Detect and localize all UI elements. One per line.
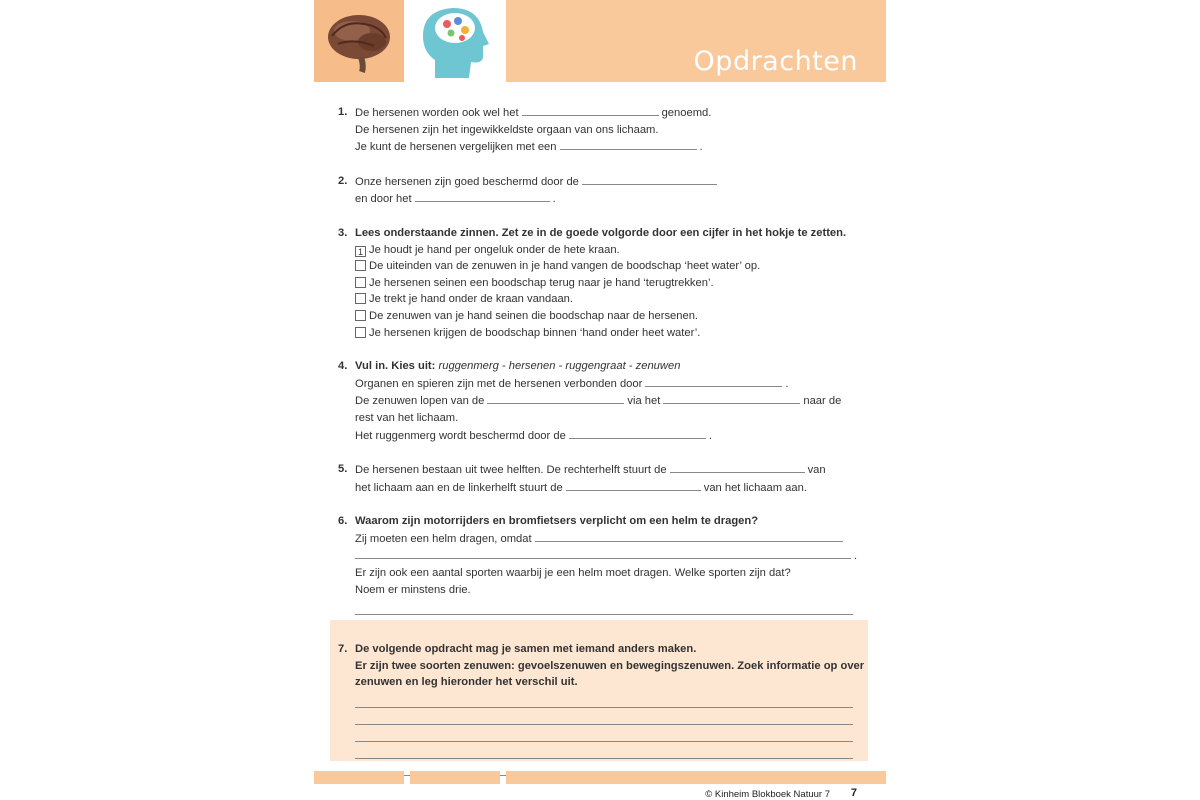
- questions: [338, 104, 865, 793]
- question-3: [338, 225, 858, 341]
- q5-text: het lichaam aan en de linkerhelft stuurt de: [355, 481, 563, 494]
- order-item-text: Je houdt je hand per ongeluk onder de hete kraan.: [369, 243, 620, 256]
- q3-instruction: Lees onderstaande zinnen. Zet ze in de goede volgorde door een cijfer in het hokje te zetten.: [355, 226, 847, 239]
- answer-line[interactable]: [355, 708, 853, 725]
- question-6: [338, 513, 858, 615]
- q2-text: en door het: [355, 193, 412, 206]
- question-5: [338, 461, 858, 496]
- question-7: [338, 641, 865, 776]
- brain-photo: [314, 0, 404, 82]
- page-number: 7: [850, 787, 857, 799]
- q7-text: zenuwen en leg hieronder het verschil uit.: [355, 676, 578, 689]
- answer-blank[interactable]: [670, 461, 805, 473]
- order-checkbox[interactable]: [355, 310, 366, 321]
- q4-text: Het ruggenmerg wordt beschermd door de: [355, 429, 566, 442]
- answer-blank[interactable]: [566, 479, 701, 491]
- order-item: [355, 308, 858, 325]
- question-number: 3.: [338, 226, 348, 239]
- q2-punct: .: [552, 193, 556, 206]
- copyright: © Kinheim Blokboek Natuur 7: [705, 789, 830, 800]
- q7-text: Er zijn twee soorten zenuwen: gevoelszenuwen en bewegingszenuwen. Zoek informatie op over: [355, 659, 865, 672]
- q2-text: Onze hersenen zijn goed beschermd door de: [355, 175, 579, 188]
- q1-punct: .: [699, 141, 703, 154]
- question-number: 1.: [338, 106, 348, 118]
- order-item: [355, 258, 858, 275]
- question-number: 7.: [338, 643, 348, 656]
- answer-blank[interactable]: [582, 173, 717, 185]
- q1-text-end: genoemd.: [661, 107, 712, 119]
- answer-blank[interactable]: [487, 392, 624, 404]
- answer-line[interactable]: [355, 598, 853, 615]
- order-item-text: Je hersenen krijgen de boodschap binnen ‘hand onder heet water’.: [369, 326, 701, 339]
- q4-choices: ruggenmerg - hersenen - ruggengraat - zenuwen: [438, 360, 681, 373]
- q5-text: van: [807, 464, 826, 477]
- answer-blank[interactable]: [522, 104, 659, 116]
- header-band: [506, 0, 886, 82]
- footer-bar: [506, 771, 886, 784]
- question-1: [338, 104, 858, 156]
- question-number: 4.: [338, 360, 348, 373]
- q6-question: Waarom zijn motorrijders en bromfietsers verplicht om een helm te dragen?: [355, 515, 759, 528]
- answer-blank[interactable]: [645, 375, 782, 387]
- answer-line[interactable]: [355, 742, 853, 759]
- footer-bar: [410, 771, 500, 784]
- q1-text: Je kunt de hersenen vergelijken met een: [355, 141, 557, 154]
- order-item-text: Je hersenen seinen een boodschap terug naar je hand ‘terugtrekken’.: [369, 276, 714, 289]
- question-number: 2.: [338, 174, 348, 187]
- q1-text: De hersenen worden ook wel het: [355, 107, 519, 119]
- question-4: [338, 358, 858, 444]
- answer-blank[interactable]: [355, 547, 851, 559]
- head-thoughts-icon: [405, 0, 505, 82]
- q4-label: Vul in. Kies uit:: [355, 360, 436, 373]
- order-item-text: Je trekt je hand onder de kraan vandaan.: [369, 293, 574, 306]
- answer-blank[interactable]: [415, 190, 550, 202]
- q4-text: naar de: [803, 395, 842, 408]
- q6-text: Er zijn ook een aantal sporten waarbij je een helm moet dragen. Welke sporten zijn dat?: [355, 567, 791, 580]
- answer-blank[interactable]: [663, 392, 800, 404]
- q4-text: De zenuwen lopen van de: [355, 395, 485, 408]
- order-item: [355, 291, 858, 308]
- worksheet-page: [314, 0, 886, 800]
- answer-blank[interactable]: [560, 138, 697, 150]
- question-2: [338, 173, 858, 208]
- order-checkbox[interactable]: [355, 327, 366, 338]
- q7-text: De volgende opdracht mag je samen met iemand anders maken.: [355, 643, 697, 656]
- q4-punct: .: [708, 429, 712, 442]
- order-checkbox[interactable]: [355, 277, 366, 288]
- q6-punct: .: [854, 550, 858, 563]
- question-number: 5.: [338, 463, 348, 476]
- order-item-text: De zenuwen van je hand seinen die boodschap naar de hersenen.: [369, 309, 699, 322]
- q5-text: De hersenen bestaan uit twee helften. De rechterhelft stuurt de: [355, 464, 667, 477]
- answer-blank[interactable]: [569, 427, 706, 439]
- question-number: 6.: [338, 515, 348, 528]
- q1-sentence: De hersenen zijn het ingewikkeldste orgaan van ons lichaam.: [355, 123, 659, 136]
- q5-text: van het lichaam aan.: [703, 481, 807, 494]
- order-checkbox[interactable]: [355, 293, 366, 304]
- q6-text: Noem er minstens drie.: [355, 583, 471, 596]
- order-item-text: De uiteinden van de zenuwen in je hand vangen de boodschap ‘heet water’ op.: [369, 260, 761, 273]
- order-item: [355, 275, 858, 292]
- page-title: Opdrachten: [693, 46, 858, 77]
- answer-line[interactable]: [355, 691, 853, 708]
- q4-text: rest van het lichaam.: [355, 411, 459, 424]
- q4-text: Organen en spieren zijn met de hersenen verbonden door: [355, 377, 643, 390]
- footer-bar: [314, 771, 404, 784]
- q4-text: via het: [627, 395, 661, 408]
- q6-text: Zij moeten een helm dragen, omdat: [355, 532, 532, 545]
- order-checkbox[interactable]: [355, 260, 366, 271]
- order-item: [355, 242, 858, 259]
- answer-blank[interactable]: [535, 530, 843, 542]
- q4-punct: .: [785, 377, 789, 390]
- answer-line[interactable]: [355, 725, 853, 742]
- order-checkbox[interactable]: 1: [355, 246, 366, 257]
- order-item: [355, 325, 858, 342]
